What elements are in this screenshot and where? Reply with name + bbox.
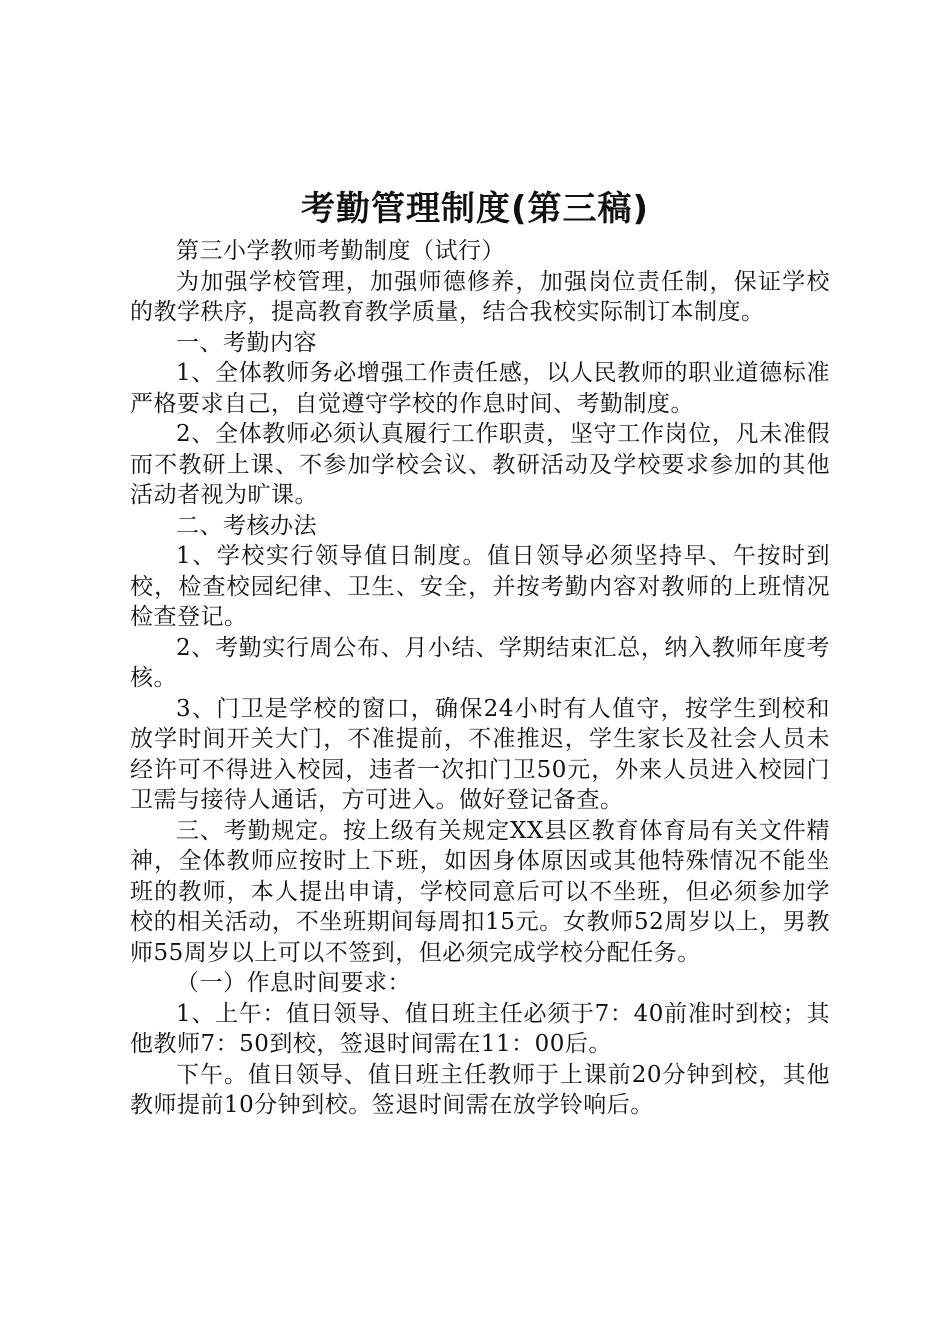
document-body <box>130 236 830 1121</box>
heading-schedule-requirements: （一）作息时间要求： <box>176 970 411 996</box>
paragraph-afternoon-schedule: 下午。值日领导、值日班主任教师于上课前20分钟到校，其他教师提前10分钟到校。签退时间需在放学铃响后。 <box>130 1061 830 1118</box>
paragraph-content-2: 2、全体教师必须认真履行工作职责，坚守工作岗位，凡未准假而不教研上课、不参加学校会议、教研活动及学校要求参加的其他活动者视为旷课。 <box>130 421 830 508</box>
paragraph-subtitle: 第三小学教师考勤制度（试行） <box>176 238 505 264</box>
paragraph-content-1: 1、全体教师务必增强工作责任感，以人民教师的职业道德标准严格要求自己，自觉遵守学校的作息时间、考勤制度。 <box>130 360 830 417</box>
paragraph-morning-schedule: 1、上午：值日领导、值日班主任必须于7：40前准时到校；其他教师7：50到校，签退时间需在11：00后。 <box>130 1000 830 1057</box>
heading-attendance-content: 一、考勤内容 <box>176 329 317 356</box>
paragraph-method-2: 2、考勤实行周公布、月小结、学期结束汇总，纳入教师年度考核。 <box>130 634 830 691</box>
heading-assessment-method: 二、考核办法 <box>176 512 317 539</box>
paragraph-purpose: 为加强学校管理，加强师德修养，加强岗位责任制，保证学校的教学秩序，提高教育教学质量，结合我校实际制订本制度。 <box>130 268 830 325</box>
document-title: 考勤管理制度(第三稿) <box>300 189 650 229</box>
paragraph-method-3: 3、门卫是学校的窗口，确保24小时有人值守，按学生到校和放学时间开关大门，不准提前，不准推迟，学生家长及社会人员未经许可不得进入校园，违者一次扣门卫50元，外来人员进入校园门卫需与接待人通话，方可进入。做好登记备查。 <box>130 695 830 813</box>
paragraph-attendance-rules: 三、考勤规定。按上级有关规定XX县区教育体育局有关文件精神，全体教师应按时上下班，如因身体原因或其他特殊情况不能坐班的教师，本人提出申请，学校同意后可以不坐班，但必须参加学校的相关活动，不坐班期间每周扣15元。女教师52周岁以上，男教师55周岁以上可以不签到，但必须完成学校分配任务。 <box>130 817 830 966</box>
paragraph-method-1: 1、学校实行领导值日制度。值日领导必须坚持早、午按时到校，检查校园纪律、卫生、安全，并按考勤内容对教师的上班情况检查登记。 <box>130 543 830 630</box>
